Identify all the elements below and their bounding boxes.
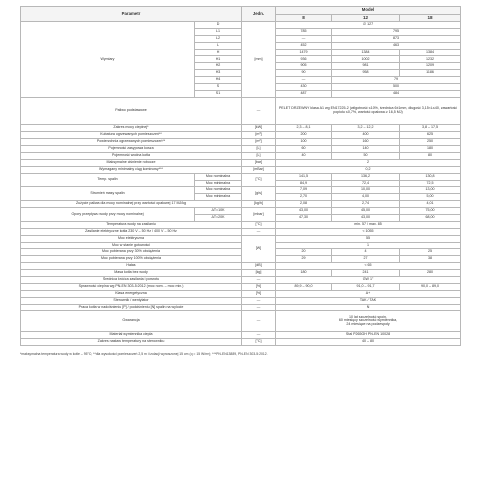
flue-temp-sublabel: Moc minimalna: [195, 180, 242, 187]
dimension-symbol: L2: [195, 35, 242, 42]
dimension-value: 430: [276, 84, 332, 91]
fuel-row: [21, 97, 461, 125]
spec-label: Zakres mocy cieplnej*: [21, 125, 242, 132]
energy-class-value: A+: [276, 290, 461, 297]
efficiency-value: 90,0 – 89,0: [400, 283, 461, 290]
electric-power-row: [21, 256, 461, 263]
spec-value: 250: [400, 139, 461, 146]
dimension-value: 936: [276, 56, 332, 63]
spec-value: 3,8 – 17,5: [400, 125, 461, 132]
spec-value: 140: [332, 146, 400, 153]
flue-mass-flow-sublabel: Moc minimalna: [195, 194, 242, 201]
flue-mass-flow-value: 2,70: [276, 194, 332, 201]
electric-power-unit: [W]: [242, 235, 276, 263]
spec-value: 80: [400, 152, 461, 159]
dimension-value: 1209: [400, 63, 461, 70]
spec-unit: [bar]: [242, 159, 276, 166]
noise-row: [21, 263, 461, 270]
noise-unit: [dB]: [242, 263, 276, 270]
fuel-consumption-value: 2,74: [332, 201, 400, 208]
efficiency-row: [21, 283, 461, 290]
flow-resistance-value: 47,30: [276, 214, 332, 221]
controller-fan-value: TAK / TAK: [276, 297, 461, 304]
flue-pressure-row: [21, 304, 461, 311]
fuel-consumption-label: Zużycie paliwa dla mocy nominalnej przy wartości opałowej 17 MJ/kg: [21, 201, 242, 208]
flue-pressure-value: N: [276, 304, 461, 311]
dimension-symbol: L1: [195, 28, 242, 35]
efficiency-value: 89,9 – 90,0: [276, 283, 332, 290]
flow-resistance-sublabel: ΔT=10K: [195, 208, 242, 215]
boiler-mass-value: 180: [276, 270, 332, 277]
temp-setting-range-value: 40 – 80: [276, 339, 461, 346]
exchanger-material-unit: —: [242, 332, 276, 339]
dimension-value: 1384: [332, 49, 400, 56]
dimension-value: 90: [276, 70, 332, 77]
electric-power-value: 1: [276, 242, 461, 249]
dimension-value: 795: [332, 28, 461, 35]
fuel-consumption-row: [21, 201, 461, 208]
electric-power-row: [21, 249, 461, 256]
electric-power-value: 29: [276, 256, 332, 263]
flow-resistance-value: 75,00: [400, 208, 461, 215]
electric-power-label: Moc elektryczna: [21, 235, 242, 242]
power-supply-unit: —: [242, 228, 276, 235]
fuel-label: Paliwo podstawowe: [21, 97, 242, 125]
flow-resistance-value: 43,00: [276, 208, 332, 215]
warranty-unit: —: [242, 311, 276, 332]
header-unit: Jedn.: [242, 7, 276, 22]
supply-water-temp-unit: [°C]: [242, 221, 276, 228]
electric-power-label: Moc pobierana przy 30% obciążenia: [21, 249, 242, 256]
spec-value: 2: [276, 159, 461, 166]
dimension-value: —: [276, 35, 332, 42]
connector-diameter-unit: —: [242, 276, 276, 283]
fuel-consumption-value: 2,08: [276, 201, 332, 208]
dimension-value: 1479: [276, 49, 332, 56]
spec-table-body: [21, 7, 461, 346]
spec-label: Powierzchnia ogrzewanych pomieszczeń**: [21, 139, 242, 146]
fuel-consumption-value: 4,01: [400, 201, 461, 208]
flue-temp-sublabel: Moc nominalna: [195, 173, 242, 180]
electric-power-value: 25: [400, 249, 461, 256]
spec-value: 2,3 – 8,1: [276, 125, 332, 132]
electric-power-label: Moc pobierana przy 100% obciążenia: [21, 256, 242, 263]
flue-temp-value: 84,9: [276, 180, 332, 187]
dimension-value: 1232: [400, 56, 461, 63]
dimension-symbol: H: [195, 49, 242, 56]
spec-value: 400: [332, 132, 400, 139]
flue-temp-row: [21, 173, 461, 180]
dimension-row: [21, 22, 461, 29]
flue-mass-flow-value: 13,00: [400, 187, 461, 194]
spec-value: 100: [276, 139, 332, 146]
flue-pressure-label: Praca kotła w nadciśnieniu [P] / podciśnieniu [N] spalin na wylocie: [21, 304, 242, 311]
boiler-mass-row: [21, 270, 461, 277]
spec-row: [21, 159, 461, 166]
dimension-symbol: H2: [195, 63, 242, 70]
spec-value: 50: [332, 152, 400, 159]
energy-class-row: [21, 290, 461, 297]
flue-temp-label: Temp. spalin: [21, 173, 195, 187]
dimension-value: 958: [332, 70, 400, 77]
connector-diameter-value: GW 1": [276, 276, 461, 283]
efficiency-unit: [%]: [242, 283, 276, 290]
spec-unit: [m²]: [242, 139, 276, 146]
boiler-mass-label: Masa kotła bez wody: [21, 270, 242, 277]
spec-row: [21, 139, 461, 146]
flue-mass-flow-value: 7,09: [276, 187, 332, 194]
spec-row: [21, 146, 461, 153]
boiler-mass-unit: [kg]: [242, 270, 276, 277]
flue-temp-value: 141,5: [276, 173, 332, 180]
dimension-value: 981: [332, 63, 400, 70]
flue-mass-flow-unit: [g/s]: [242, 187, 276, 201]
flow-resistance-value: 43,00: [332, 214, 400, 221]
flue-temp-unit: [°C]: [242, 173, 276, 187]
electric-power-row: [21, 235, 461, 242]
flue-temp-value: 72,5: [400, 180, 461, 187]
controller-fan-unit: —: [242, 297, 276, 304]
flow-resistance-label: Opory przepływu wody przy mocy nominalnej: [21, 208, 195, 222]
spec-value: 180: [400, 146, 461, 153]
dimension-value: 785: [276, 28, 332, 35]
dimension-value: 463: [332, 42, 461, 49]
spec-row: [21, 132, 461, 139]
temp-setting-range-unit: [°C]: [242, 339, 276, 346]
electric-power-row: [21, 242, 461, 249]
spec-label: Maksymalne ciśnienie robocze: [21, 159, 242, 166]
fuel-consumption-unit: [kg/h]: [242, 201, 276, 208]
spec-value: 625: [400, 132, 461, 139]
dimension-symbol: H1: [195, 56, 242, 63]
controller-fan-label: Sterownik / wentylator: [21, 297, 242, 304]
spec-unit: [L]: [242, 146, 276, 153]
controller-fan-row: [21, 297, 461, 304]
spec-value: 200: [276, 132, 332, 139]
dimension-symbol: S: [195, 84, 242, 91]
spec-value: 40: [276, 152, 332, 159]
warranty-line: 60 miesięcy szczelność wymiennika,: [338, 318, 398, 323]
connector-diameter-label: Średnica króćca zasilania i powrotu: [21, 276, 242, 283]
warranty-row: [21, 311, 461, 332]
header-model-18: 18: [400, 15, 461, 22]
dimension-value: 1186: [400, 70, 461, 77]
fuel-unit: —: [242, 97, 276, 125]
electric-power-value: 27: [332, 256, 400, 263]
power-supply-value: < 1055: [276, 228, 461, 235]
boiler-mass-value: 241: [332, 270, 400, 277]
dimensions-label: Wymiary: [21, 22, 195, 98]
fuel-value: PELET DRZEWNY klasa A1 wg EN17225-2 (wilgotność ≤10%, średnica 6±1mm, długość 3,15<L≤40, zawartość popiołu ≤0,7%, wartość opałowa ≥ 16,5 MJ): [276, 97, 461, 125]
flue-mass-flow-value: 4,00: [332, 194, 400, 201]
warranty-line: 24 miesiące na podzespoły: [346, 322, 390, 327]
power-supply-label: Zasilanie elektryczne kotła 230 V – 50 Hz / 400 V – 50 Hz: [21, 228, 242, 235]
temp-setting-range-row: [21, 339, 461, 346]
header-model: Model: [276, 7, 461, 15]
efficiency-value: 91,0 – 91,7: [332, 283, 400, 290]
electric-power-label: Moc w stanie gotowości: [21, 242, 242, 249]
exchanger-material-label: Materiał wymiennika ciepła: [21, 332, 242, 339]
electric-power-value: 4: [332, 249, 400, 256]
header-parameter: Parametr: [21, 7, 242, 22]
flue-temp-value: 72,4: [332, 180, 400, 187]
header-model-12: 12: [332, 15, 400, 22]
supply-water-temp-row: [21, 221, 461, 228]
spec-label: Pojemność zasypowa kosza: [21, 146, 242, 153]
electric-power-value: 55: [276, 235, 461, 242]
dimension-symbol: H3: [195, 70, 242, 77]
flue-mass-flow-row: [21, 187, 461, 194]
dimension-value: 487: [276, 90, 332, 97]
power-supply-row: [21, 228, 461, 235]
boiler-mass-value: 280: [400, 270, 461, 277]
spec-value: 0,2: [276, 166, 461, 173]
supply-water-temp-label: Temperatura wody na zasilaniu: [21, 221, 242, 228]
spec-value: 3,2 – 12,2: [332, 125, 400, 132]
noise-value: < 65: [276, 263, 461, 270]
warranty-value: [276, 311, 461, 332]
exchanger-material-value: Stal P265GH PN-EN 10028: [276, 332, 461, 339]
spec-unit: [kW]: [242, 125, 276, 132]
dimension-value: ∅ 127: [276, 22, 461, 29]
dimension-value: 1384: [400, 49, 461, 56]
spec-value: 160: [332, 139, 400, 146]
dimension-symbol: D: [195, 22, 242, 29]
exchanger-material-row: [21, 332, 461, 339]
flue-temp-value: 136,2: [332, 173, 400, 180]
dimension-value: 452: [276, 42, 332, 49]
spec-unit: [L]: [242, 152, 276, 159]
dimension-symbol: L: [195, 42, 242, 49]
spec-row: [21, 166, 461, 173]
flue-mass-flow-label: Strumień masy spalin: [21, 187, 195, 201]
energy-class-label: Klasa energetyczna: [21, 290, 242, 297]
flue-pressure-unit: —: [242, 304, 276, 311]
dimension-symbol: S1: [195, 90, 242, 97]
dimension-value: 905: [276, 63, 332, 70]
spec-unit: [m³]: [242, 132, 276, 139]
spec-table: [20, 6, 461, 346]
warranty-label: Gwarancja: [21, 311, 242, 332]
spec-value: 60: [276, 146, 332, 153]
dimension-value: 484: [332, 90, 461, 97]
spec-label: Wymagany minimalny ciąg kominowy***: [21, 166, 242, 173]
flow-resistance-sublabel: ΔT=20K: [195, 214, 242, 221]
footnote: *maksymalna temperatura wody w kotle – 95°C; **dla wysokości pomieszczeń 2,5 m i izolacji wynoszonej 15 cm (q = 15 W/m³); ***PN-EN13889, PN-EN 303-5:2012.: [20, 351, 268, 356]
spec-unit: [mBar]: [242, 166, 276, 173]
spec-row: [21, 125, 461, 132]
dimension-value: —: [276, 77, 332, 84]
dimension-value: 500: [332, 84, 461, 91]
spec-row: [21, 152, 461, 159]
spec-label: Kubatura ogrzewanych pomieszczeń**: [21, 132, 242, 139]
dimension-value: 79: [332, 77, 461, 84]
flow-resistance-unit: [mbar]: [242, 208, 276, 222]
warranty-line: 10 lat szczelność spoin,: [349, 314, 387, 319]
spec-label: Pojemność wodna kotła: [21, 152, 242, 159]
dimension-value: 873: [332, 35, 461, 42]
dimension-symbol: H4: [195, 77, 242, 84]
flow-resistance-value: 68,00: [400, 214, 461, 221]
flow-resistance-value: 45,00: [332, 208, 400, 215]
flue-mass-flow-sublabel: Moc nominalna: [195, 187, 242, 194]
noise-label: Hałas: [21, 263, 242, 270]
flue-temp-value: 130,8: [400, 173, 461, 180]
energy-class-unit: [%]: [242, 290, 276, 297]
dimension-value: 1002: [332, 56, 400, 63]
electric-power-value: 20: [276, 249, 332, 256]
header-row: [21, 7, 461, 15]
temp-setting-range-label: Zakres nastaw temperatury na sterowniku: [21, 339, 242, 346]
flue-mass-flow-value: 5,00: [400, 194, 461, 201]
flue-mass-flow-value: 10,00: [332, 187, 400, 194]
header-model-8: 8: [276, 15, 332, 22]
supply-water-temp-value: min. 57 / max. 85: [276, 221, 461, 228]
efficiency-label: Sprawność cieplna wg PN-EN 303-5:2012 (moc nom. – moc min.): [21, 283, 242, 290]
electric-power-value: 38: [400, 256, 461, 263]
dimensions-unit: [mm]: [242, 22, 276, 98]
connector-diameter-row: [21, 276, 461, 283]
flow-resistance-row: [21, 208, 461, 215]
